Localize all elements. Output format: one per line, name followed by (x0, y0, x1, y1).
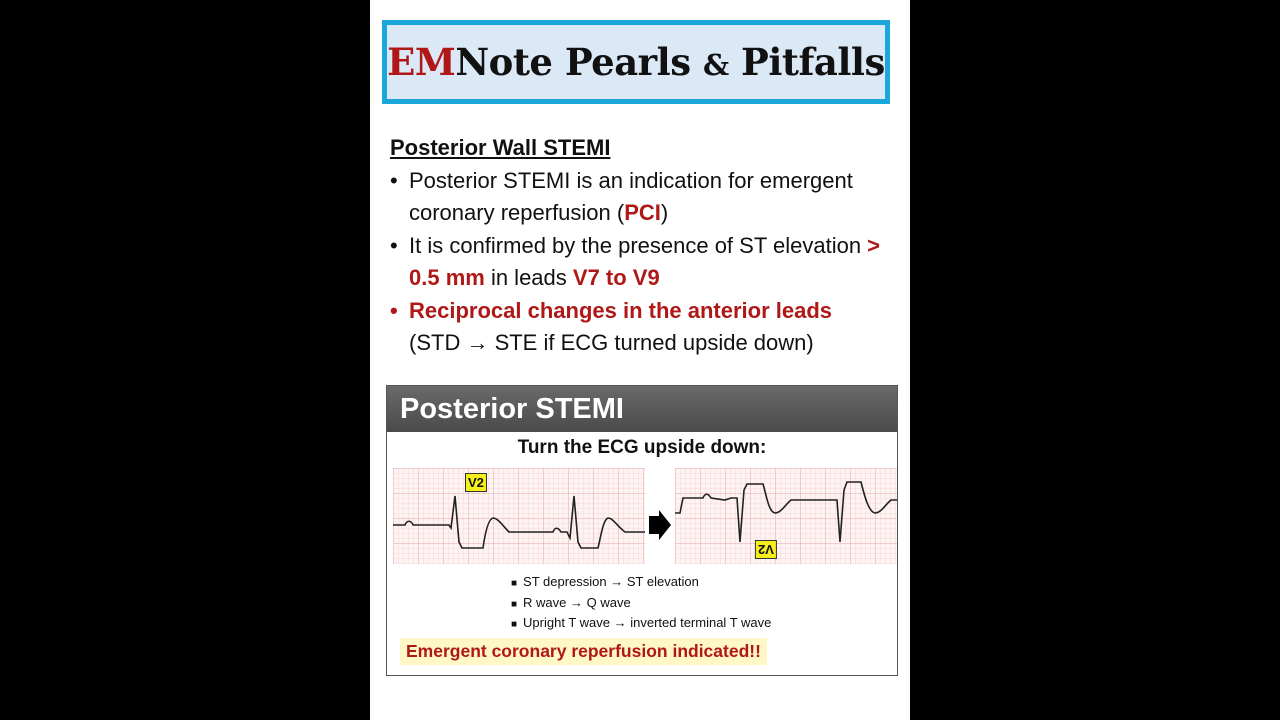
bullet-item (390, 165, 900, 230)
list-item (511, 614, 771, 635)
leads-highlight: V7 to V9 (572, 265, 660, 290)
square-bullet-icon: ■ (511, 619, 518, 630)
bullet-text: It is confirmed by the presence of ST elevation (409, 232, 868, 258)
banner-title-note: Note Pearls (455, 40, 703, 84)
bullet-dot: • (390, 232, 398, 258)
bullet-text: (STD (409, 330, 467, 355)
banner-title-ampersand: & (702, 48, 729, 82)
ecg-strip-inverted (675, 468, 898, 564)
slide-subtitle: Turn the ECG upside down: (517, 437, 767, 458)
list-item (511, 573, 771, 594)
bullet-dot: • (390, 167, 398, 193)
bullet-text: in leads (484, 265, 573, 290)
bullet-text: Posterior STEMI is an indication for emergent coronary reperfusion ( (409, 167, 853, 225)
bullet-text: ) (660, 200, 669, 225)
threshold-highlight: > 0.5 mm (409, 232, 881, 290)
lead-label-v2-inverted: V2 (755, 540, 777, 559)
banner-title-em: EM (387, 40, 456, 84)
right-arrow-icon: → (466, 330, 489, 355)
slide-page (370, 0, 910, 720)
bullet-item (390, 295, 900, 360)
reciprocal-highlight: Reciprocal changes in the anterior leads (409, 297, 833, 323)
change-text: R wave → Q wave (523, 594, 631, 610)
square-bullet-icon: ■ (511, 598, 518, 610)
pearl-content (390, 132, 900, 360)
ecg-slide (386, 385, 898, 676)
title-banner (382, 20, 890, 104)
change-list (511, 573, 771, 635)
bullet-dot: • (390, 297, 398, 323)
banner-title-tail: Pitfalls (728, 40, 885, 84)
change-text: ST depression → ST elevation (523, 574, 699, 589)
section-heading: Posterior Wall STEMI (390, 135, 611, 160)
ecg-strip-original (393, 468, 645, 564)
lead-label-v2: V2 (465, 473, 487, 492)
square-bullet-icon: ■ (511, 578, 518, 589)
ecg-trace-inverted (675, 468, 898, 564)
banner-title (387, 40, 885, 84)
right-arrow-icon (649, 510, 671, 540)
slide-header: Posterior STEMI (387, 386, 897, 432)
bullet-item (390, 230, 900, 295)
list-item (511, 594, 771, 615)
bullet-note (409, 327, 900, 360)
pci-highlight: PCI (624, 200, 661, 225)
reperfusion-callout: Emergent coronary reperfusion indicated!! (400, 638, 767, 665)
ecg-trace-original (393, 468, 645, 564)
bullet-text: STE if ECG turned upside down) (488, 330, 814, 355)
change-text: Upright T wave → inverted terminal T wave (523, 615, 772, 630)
